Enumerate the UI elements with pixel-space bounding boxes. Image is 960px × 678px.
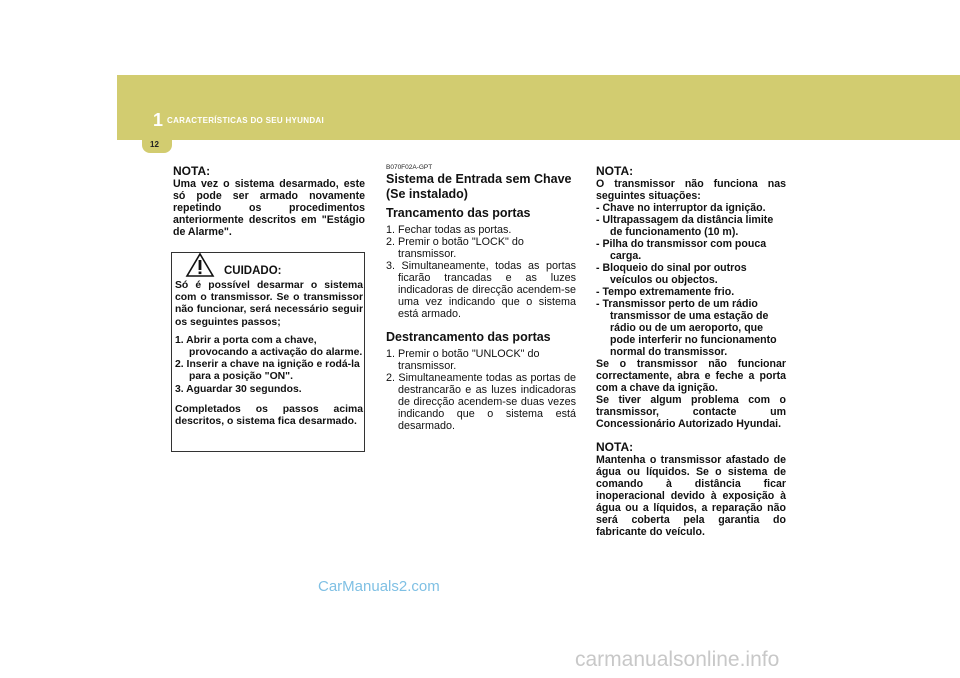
note1-item: - Bloqueio do sinal por outros veículos ou objectos.	[596, 262, 747, 286]
column-right	[596, 164, 786, 538]
note1-intro: O transmissor não funciona nas seguintes situações:	[596, 178, 786, 202]
watermark-carmanualsonline[interactable]: carmanualsonline.info	[575, 648, 780, 671]
note1-item: - Tempo extremamente frio.	[596, 286, 735, 298]
warning-steps	[175, 335, 363, 396]
note1-item: - Transmissor perto de um rádio transmissor de uma estação de rádio ou de um aeroporto, que pode interferir no funcionamento normal do transmissor.	[596, 298, 777, 358]
lock-steps	[386, 224, 576, 320]
header-band	[117, 75, 960, 140]
chapter-number: 1	[153, 110, 164, 130]
note2-text: Mantenha o transmissor afastado de água ou líquidos. Se o sistema de comando à distância ficar inoperacional devido à exposição à água ou a líquidos, a reparação não será coberta pela garantia do fabricante do veículo.	[596, 454, 786, 538]
warning-body	[175, 280, 363, 428]
note1-paragraph: Se tiver algum problema com o transmissor, contacte um Concessionário Autorizado Hyundai.	[596, 394, 786, 430]
note1-item: - Ultrapassagem da distância limite de funcionamento (10 m).	[596, 214, 774, 238]
note1-heading: NOTA:	[596, 164, 634, 178]
warning-closing: Completados os passos acima descritos, o sistema fica desarmado.	[175, 403, 363, 428]
note-text: Uma vez o sistema desarmado, este só pode ser armado novamente repetindo os procedimentos anteriormente descritos em "Estágio de Alarme".	[173, 178, 365, 238]
unlock-step: 1. Premir o botão "UNLOCK" do transmissor.	[386, 348, 540, 372]
lock-step: 2. Premir o botão "LOCK" do transmissor.	[386, 236, 524, 260]
note1-paragraph: Se o transmissor não funcionar correctamente, abra e feche a porta com a chave da ignição.	[596, 358, 786, 394]
warning-step: 1. Abrir a porta com a chave, provocando a activação do alarme.	[175, 334, 363, 359]
lock-step: 1. Fechar todas as portas.	[386, 224, 512, 236]
section-code: B070F02A-GPT	[386, 164, 433, 171]
column-left	[173, 164, 365, 238]
warning-box	[171, 252, 365, 452]
note1-item: - Pilha do transmissor com pouca carga.	[596, 238, 767, 262]
note1-item: - Chave no interruptor da ignição.	[596, 202, 766, 214]
warning-intro: Só é possível desarmar o sistema com o transmissor. Se o transmissor não funcionar, será necessário seguir os seguintes passos;	[175, 280, 363, 328]
lock-heading: Trancamento das portas	[386, 206, 531, 220]
warning-triangle-icon	[185, 252, 215, 278]
section-title: Sistema de Entrada sem Chave (Se instalado)	[386, 172, 572, 201]
page-number: 12	[150, 140, 159, 149]
note1-items	[596, 202, 786, 358]
chapter-title: CARACTERÍSTICAS DO SEU HYUNDAI	[167, 116, 325, 125]
warning-step: 2. Inserir a chave na ignição e rodá-la para a posição "ON".	[175, 359, 360, 383]
note2-heading: NOTA:	[596, 440, 634, 454]
warning-step: 3. Aguardar 30 segundos.	[175, 383, 302, 395]
unlock-step: 2. Simultaneamente todas as portas de destrancarão e as luzes indicadoras de direcção acendem-se duas vezes indicando que o sistema está desarmado.	[386, 372, 576, 432]
unlock-heading: Destrancamento das portas	[386, 330, 551, 344]
note-heading: NOTA:	[173, 164, 211, 178]
column-middle	[386, 164, 576, 432]
watermark-carmanuals2[interactable]: CarManuals2.com	[318, 578, 440, 595]
unlock-steps	[386, 348, 576, 432]
lock-step: 3. Simultaneamente, todas as portas ficarão trancadas e as luzes indicadoras de direcção acendem-se uma vez indicando que o sistema está armado.	[386, 260, 576, 320]
warning-title: CUIDADO:	[224, 265, 282, 277]
